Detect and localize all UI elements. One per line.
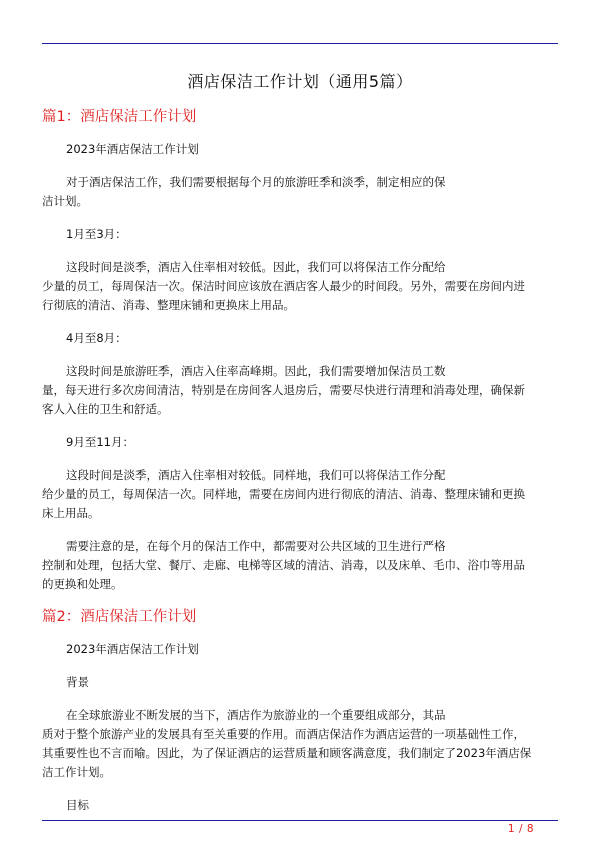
period-3-text bbox=[42, 466, 558, 523]
paragraph-line: 量，每天进行多次房间清洁，特别是在房间客人退房后，需要尽快进行清理和消毒处理，确保新 bbox=[42, 383, 525, 397]
paragraph-line: 洁工作计划。 bbox=[42, 765, 111, 779]
paragraph-line: 这段时间是旅游旺季，酒店入住率高峰期。因此，我们需要增加保洁员工数 bbox=[66, 364, 446, 378]
footer-rule bbox=[42, 820, 558, 821]
section-2-subtitle: 2023年酒店保洁工作计划 bbox=[66, 642, 199, 656]
document-title: 酒店保洁工作计划（通用5篇） bbox=[187, 72, 413, 91]
period-1-text bbox=[42, 258, 558, 315]
period-2-label: 4月至8月： bbox=[66, 331, 127, 345]
paragraph-line: 需要注意的是，在每个月的保洁工作中，都需要对公共区域的卫生进行严格 bbox=[66, 539, 446, 553]
section-1-subtitle: 2023年酒店保洁工作计划 bbox=[66, 142, 199, 156]
paragraph-line: 控制和处理，包括大堂、餐厅、走廊、电梯等区域的清洁、消毒，以及床单、毛巾、浴巾等用品 bbox=[42, 558, 525, 572]
background-text bbox=[42, 706, 558, 782]
header-rule bbox=[42, 43, 558, 44]
paragraph-line: 洁计划。 bbox=[42, 194, 88, 208]
paragraph-line: 其重要性也不言而喻。因此，为了保证酒店的运营质量和顾客满意度，我们制定了2023年酒店保 bbox=[42, 746, 532, 760]
paragraph-line: 质对于整个旅游产业的发展具有至关重要的作用。而酒店保洁作为酒店运营的一项基础性工作， bbox=[42, 727, 525, 741]
paragraph-line: 这段时间是淡季，酒店入住率相对较低。因此，我们可以将保洁工作分配给 bbox=[66, 260, 446, 274]
period-1-label: 1月至3月： bbox=[66, 227, 127, 241]
section-1-intro bbox=[42, 173, 558, 211]
section-2-heading: 篇2：酒店保洁工作计划 bbox=[42, 609, 197, 625]
section-1-note bbox=[42, 537, 558, 594]
page-indicator: 1 / 8 bbox=[507, 823, 534, 835]
period-2-text bbox=[42, 362, 558, 419]
paragraph-line: 对于酒店保洁工作，我们需要根据每个月的旅游旺季和淡季，制定相应的保 bbox=[66, 175, 446, 189]
document-body bbox=[42, 72, 558, 829]
goal-label: 目标 bbox=[66, 798, 89, 812]
paragraph-line: 客人入住的卫生和舒适。 bbox=[42, 402, 169, 416]
paragraph-line: 行彻底的清洁、消毒、整理床铺和更换床上用品。 bbox=[42, 298, 295, 312]
paragraph-line: 给少量的员工，每周保洁一次。同样地，需要在房间内进行彻底的清洁、消毒、整理床铺和更换 bbox=[42, 487, 525, 501]
paragraph-line: 在全球旅游业不断发展的当下，酒店作为旅游业的一个重要组成部分，其品 bbox=[66, 708, 446, 722]
paragraph-line: 少量的员工，每周保洁一次。保洁时间应该放在酒店客人最少的时间段。另外，需要在房间内进 bbox=[42, 279, 525, 293]
paragraph-line: 这段时间是淡季，酒店入住率相对较低。同样地，我们可以将保洁工作分配 bbox=[66, 468, 446, 482]
period-3-label: 9月至11月： bbox=[66, 435, 134, 449]
paragraph-line: 的更换和处理。 bbox=[42, 577, 123, 591]
background-label: 背景 bbox=[66, 675, 89, 689]
paragraph-line: 床上用品。 bbox=[42, 506, 100, 520]
section-1-heading: 篇1：酒店保洁工作计划 bbox=[42, 109, 197, 125]
